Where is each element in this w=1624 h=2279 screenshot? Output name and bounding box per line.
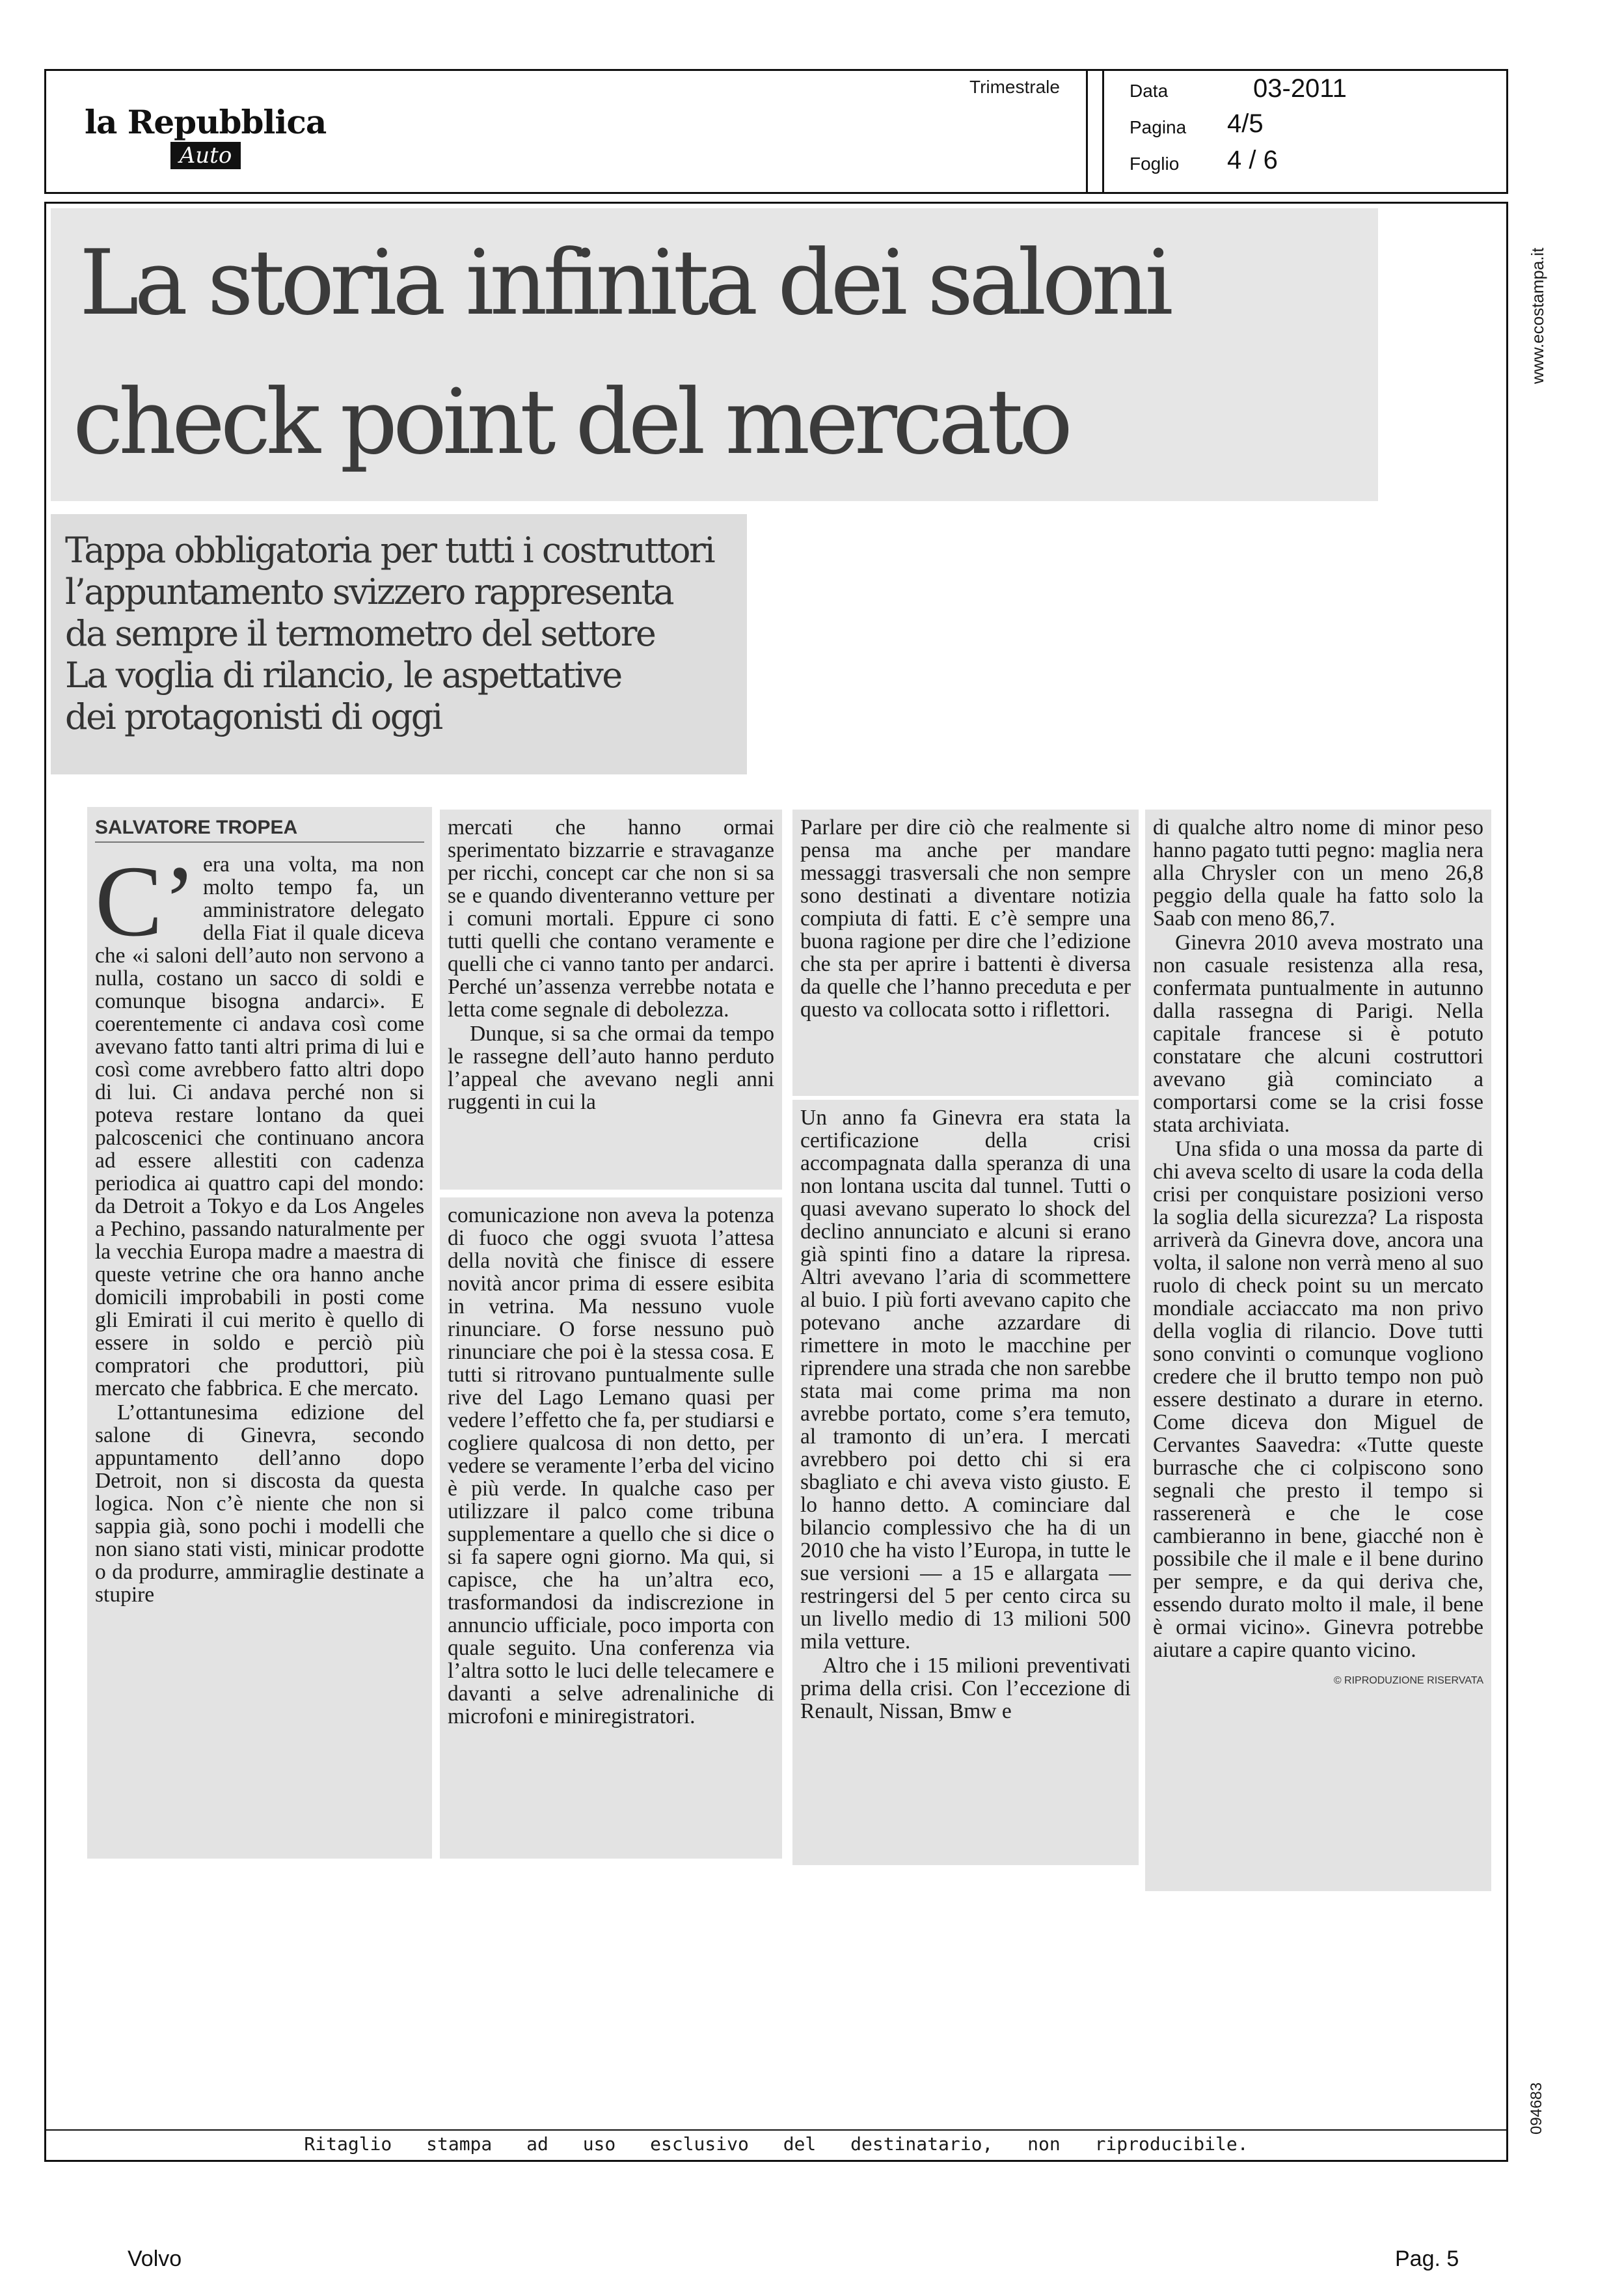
paragraph: L’ottantunesima edizione del salone di Ginevra, secondo appuntamento dell’anno dopo Detroit, non si discosta da questa logica. Non c’è niente che non si sappia già, sono pochi i modelli che non siano stati visti, minicar prodotte o da produrre, ammiraglie destinate a stupire xyxy=(95,1400,424,1607)
article-column-3-top xyxy=(792,810,1139,1096)
article-column-2-bottom xyxy=(440,1197,782,1859)
subtitle-line: Tappa obbligatoria per tutti i costruttori xyxy=(65,530,714,571)
article-column-2-top xyxy=(440,810,782,1190)
sheet-label: Foglio xyxy=(1130,154,1180,174)
paragraph: Parlare per dire ciò che realmente si pensa ma anche per mandare messaggi trasversali che non sempre sono destinati a diventare notizia compiuta di fatti. E c’è sempre una buona ragione per dire che l’edizione che sta per aprire i battenti è diversa da quelle che l’hanno preceduta e per questo va collocata sotto i riflettori. xyxy=(800,815,1131,1022)
paragraph: Altro che i 15 milioni preventivati prima della crisi. Con l’eccezione di Renault, Nissan, Bmw e xyxy=(800,1654,1131,1723)
paragraph: mercati che hanno ormai sperimentato bizzarrie e stravaganze per ricchi, concept car che non si sa se e quando diventeranno vetture per i comuni mortali. Eppure ci sono tutti quelli che contano veramente e quelli che ci vanno tanto per andarci. Perché un’assenza verrebbe notata e letta come segnale di debolezza. xyxy=(448,815,774,1022)
article-subtitle xyxy=(51,514,747,774)
paragraph: era una volta, ma non molto tempo fa, un amministratore delegato della Fiat il quale diceva che «i saloni dell’auto non servono a nulla, costano un sacco di soldi e comunque bisogna andarci». E coerentemente ci andava così come avevano fatto tanti altri prima di lui e così come avrebbero fatto altri dopo di lui. Ci andava perché non si poteva restare lontano da quei palcoscenici che continuano ancora ad essere allestiti con cadenza periodica ai quattro capi del mondo: da Detroit a Tokyo e da Los Angeles a Pechino, passando naturalmente per la vecchia Europa madre a maestra di queste vetrine che ora hanno anche domicili improbabili in posti come gli Emirati il cui merito è quello di essere in soldo e perciò più compratori che produttori, più mercato che fabbrica. E che mercato. xyxy=(95,853,424,1400)
headline-line-1: La storia infinita dei saloni xyxy=(79,230,1169,335)
footer-page-number: Pag. 5 xyxy=(1395,2246,1459,2271)
article-column-3-bottom xyxy=(792,1100,1139,1865)
periodicity: Trimestrale xyxy=(969,77,1060,97)
subtitle-line: l’appuntamento svizzero rappresenta xyxy=(65,571,673,612)
paragraph: Dunque, si sa che ormai da tempo le rassegne dell’auto hanno perduto l’appeal che avevano negli anni ruggenti in cui la xyxy=(448,1022,774,1114)
paragraph: comunicazione non aveva la potenza di fuoco che oggi svuota l’attesa della novità che finisce di essere novità ancor prima di essere esibita in vetrina. Ma nessuno vuole rinunciare. O forse nessuno può rinunciare che poi è la stessa cosa. E tutti si ritrovano puntualmente sulle rive del Lago Lemano quasi per vedere l’effetto che fa, per studiarsi e cogliere qualcosa di non detto, per vedere se veramente l’erba del vicino è più verde. In qualche caso per utilizzare il palco come tribuna supplementare a quello che si dice o si fa sapere ogni giorno. Ma qui, si capisce, che ha un’altra eco, trasformandosi da indiscrezione in annuncio ufficiale, poco importa con quale seguito. Una conferenza via l’altra sotto le luci delle telecamere e davanti a selve adrenaliniche di microfoni e miniregistratori. xyxy=(448,1203,774,1728)
page-label: Pagina xyxy=(1130,117,1187,137)
article-column-4 xyxy=(1145,810,1491,1891)
byline: SALVATORE TROPEA xyxy=(95,816,424,843)
subtitle-line: da sempre il termometro del settore xyxy=(65,613,655,654)
page-value: 4/5 xyxy=(1227,109,1264,138)
subtitle-line: La voglia di rilancio, le aspettative xyxy=(65,655,621,696)
paragraph: Ginevra 2010 aveva mostrato una non casuale resistenza alla resa, confermata puntualmente in autunno dalla rassegna di Parigi. Nella capitale francese si è potuto constatare che alcuni costruttori avevano già cominciato a comportarsi come se la crisi fosse stata archiviata. xyxy=(1153,931,1483,1137)
clipping-notice: Ritaglio stampa ad uso esclusivo del destinatario, non riproducibile. xyxy=(304,2133,1249,2155)
publication-supplement-logo: Auto xyxy=(170,142,241,169)
notice-divider xyxy=(44,2129,1508,2131)
article-column-1 xyxy=(87,807,432,1859)
clipping-code: 094683 xyxy=(1528,2082,1545,2135)
date-value: 03-2011 xyxy=(1253,74,1347,103)
sheet-value: 4 / 6 xyxy=(1227,146,1278,174)
copyright-notice: © RIPRODUZIONE RISERVATA xyxy=(1333,1675,1483,1686)
paragraph: Un anno fa Ginevra era stata la certificazione della crisi accompagnata dalla speranza di una non lontana uscita dal tunnel. Tutti o quasi avevano superato lo shock del declino annunciato e alcuni si erano già spinti fino a datare la ripresa. Altri avevano l’aria di scommettere al buio. I più forti avevano capito che potevano anche azzardare di rimettere in moto le macchine per riprendere una strada che non sarebbe stata mai come prima ma non avrebbe portato, come s’era temuto, al tramonto di un’era. I mercati avrebbero poi detto chi si era sbagliato e chi aveva visto giusto. E lo hanno detto. A cominciare dal bilancio complessivo che ha di un 2010 che ha visto l’Europa, in tutte le sue versioni — a 15 e allargata — restringersi del 5 per cento circa su un livello medio di 13 milioni 500 mila vetture. xyxy=(800,1106,1131,1654)
header-gap xyxy=(1088,69,1102,194)
footer-client: Volvo xyxy=(128,2246,182,2271)
publication-logo: la Repubblica xyxy=(85,103,327,141)
paragraph: Una sfida o una mossa da parte di chi aveva scelto di usare la coda della crisi per conquistare posizioni verso la soglia della sicurezza? La risposta arriverà da Ginevra dove, ancora una volta, il salone non verrà meno al suo ruolo di check point su un mercato mondiale acciaccato ma non privo della voglia di rilancio. Dove tutti sono convinti o comunque vogliono credere che il brutto tempo non può essere destinato a durare in eterno. Come diceva don Miguel de Cervantes Saavedra: «Tutte queste burrasche che ci colpiscono sono segnali che presto il tempo si rasserenerà e che le cose cambieranno in bene, giacché non è possibile che il male e il bene durino per sempre, e da qui deriva che, essendo durato molto il male, il bene è ormai vicino». Ginevra potrebbe aiutare a capire quanto vicino. xyxy=(1153,1137,1483,1662)
dropcap: C’ xyxy=(95,845,196,957)
paragraph: di qualche altro nome di minor peso hanno pagato tutti pegno: maglia nera alla Chrysler con un meno 26,8 peggio della quale ha fatto solo la Saab con meno 86,7. xyxy=(1153,815,1483,931)
article-headline xyxy=(51,208,1378,501)
date-label: Data xyxy=(1130,81,1169,101)
headline-line-2: check point del mercato xyxy=(73,370,1068,474)
subtitle-line: dei protagonisti di oggi xyxy=(65,696,442,737)
website-vertical-text: www.ecostampa.it xyxy=(1528,247,1547,384)
